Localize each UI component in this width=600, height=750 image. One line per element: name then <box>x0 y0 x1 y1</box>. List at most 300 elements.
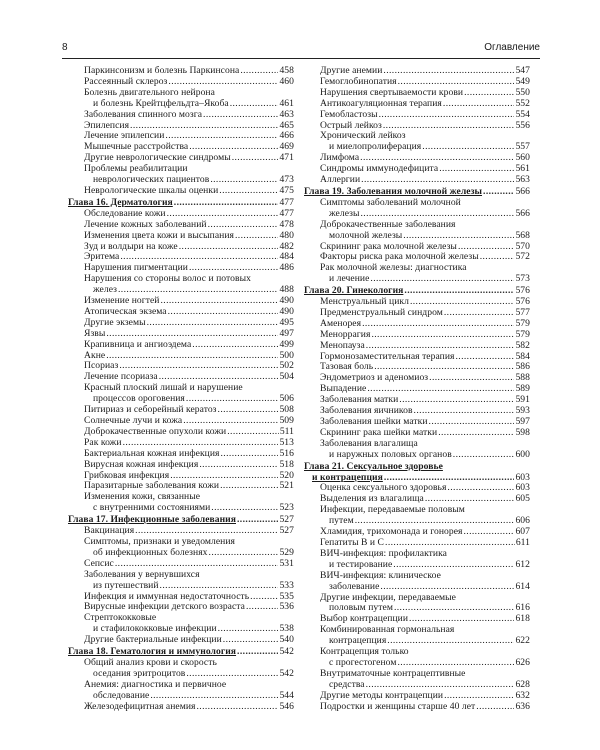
toc-entry-title-line: с внутренними состояниями <box>93 502 211 514</box>
toc-page-number: 560 <box>515 152 530 164</box>
toc-page-number: 495 <box>279 316 294 328</box>
toc-entry-title-line: молочной железы <box>329 229 403 241</box>
toc-page-number: 588 <box>515 372 530 384</box>
dot-leader <box>186 669 278 680</box>
toc-page-number: 573 <box>515 273 530 285</box>
toc-entry-title-line: Скрининг рака шейки матки <box>320 426 438 438</box>
dot-leader <box>371 330 514 341</box>
toc-entry-title-line: ВИЧ-инфекция: клиническое <box>320 570 441 581</box>
dot-leader <box>237 647 278 658</box>
toc-right-column <box>304 65 530 712</box>
dot-leader <box>409 614 514 625</box>
toc-entry <box>76 372 294 383</box>
toc-entry <box>76 186 294 197</box>
dot-leader <box>383 121 515 132</box>
toc-page-number: 504 <box>279 371 294 383</box>
toc-page-number: 576 <box>515 285 530 297</box>
toc-entry-title-line: Глава 20. Гинекология <box>304 285 404 297</box>
dot-leader <box>221 449 279 460</box>
dot-leader <box>246 602 279 613</box>
toc-entry-title-line: Глава 16. Дерматология <box>68 196 173 208</box>
toc-entry <box>312 131 530 153</box>
dot-leader <box>232 153 279 164</box>
toc-entry-title-line: Доброкачественные заболевания <box>320 219 456 230</box>
toc-page-number: 538 <box>279 623 294 635</box>
toc-page-number: 618 <box>515 613 530 625</box>
toc-page-number: 540 <box>279 634 294 646</box>
dot-leader <box>250 592 278 603</box>
dot-leader <box>444 308 515 319</box>
toc-entry <box>312 220 530 242</box>
toc-page-number: 542 <box>279 667 294 679</box>
toc-entry-title-line: железы <box>329 207 360 219</box>
toc-page-number: 570 <box>515 240 530 252</box>
toc-entry <box>76 110 294 121</box>
toc-entry-title-line: Выделения из влагалища <box>320 493 424 505</box>
toc-entry-title-line: Лечение кожных заболеваний <box>84 218 207 230</box>
toc-page-number: 499 <box>279 338 294 350</box>
toc-page-number: 542 <box>279 646 294 658</box>
toc-entry <box>312 428 530 439</box>
dot-leader <box>147 318 279 329</box>
toc-entry-title-line: Выбор контрацепции <box>320 613 409 625</box>
toc-page-number: 563 <box>515 174 530 186</box>
toc-entry-title-line: Заболевания матки <box>320 394 399 406</box>
toc-page-number: 591 <box>515 394 530 406</box>
toc-entry-title-line: Эндометриоз и аденомиоз <box>320 372 429 384</box>
toc-page-number: 486 <box>279 262 294 274</box>
toc-entry-title-line: Другие бактериальные инфекции <box>84 634 222 646</box>
toc-chapter-heading <box>68 197 294 209</box>
toc-page-number: 557 <box>515 141 530 153</box>
toc-entry-title-line: Заболевания влагалища <box>320 438 418 449</box>
toc-entry-title-line: Острый лейкоз <box>320 119 382 131</box>
dot-leader <box>476 702 514 713</box>
dot-leader <box>196 702 278 713</box>
toc-page-number: 549 <box>515 75 530 87</box>
dot-leader <box>444 691 514 702</box>
toc-entry-title-line: Заболевания спинного мозга <box>84 108 203 120</box>
toc-entry-title-line: Зуд и волдыри на коже <box>84 240 178 252</box>
toc-entry-title-line: Лечение псориаза <box>84 371 158 383</box>
dot-leader <box>455 352 514 363</box>
toc-entry-title-line: путем <box>329 515 354 527</box>
toc-entry-title-line: и стафилококковые инфекции <box>93 623 217 635</box>
toc-entry-title-line: Предменструальный синдром <box>320 306 443 318</box>
toc-entry-title-line: Глава 17. Инфекционные заболевания <box>68 514 236 526</box>
toc-page-number: 513 <box>279 436 294 448</box>
toc-entry-title-line: Скрининг рака молочной железы <box>320 240 457 252</box>
toc-entry-title-line: Вакцинация <box>84 525 135 537</box>
dot-leader <box>237 515 278 526</box>
toc-page-number: 607 <box>515 526 530 538</box>
toc-entry <box>76 231 294 242</box>
toc-entry <box>312 614 530 625</box>
toc-entry-title-line: Солнечные лучи и кожа <box>84 415 183 426</box>
dot-leader <box>115 559 279 570</box>
toc-entry-title-line: половым путем <box>329 602 393 614</box>
dot-leader <box>210 175 278 186</box>
toc-page-number: 586 <box>515 361 530 373</box>
toc-entry-title-line: Вирусные инфекции детского возраста <box>84 601 245 613</box>
dot-leader <box>218 405 279 416</box>
toc-entry-title-line: Болезнь двигательного нейрона <box>84 87 215 98</box>
dot-leader <box>199 460 278 471</box>
toc-entry-title-line: об инфекционных болезнях <box>93 546 208 558</box>
toc-page-number: 497 <box>279 327 294 339</box>
toc-entry <box>76 274 294 296</box>
toc-page-number: 603 <box>515 482 530 494</box>
toc-entry-title-line: обследование <box>93 689 150 701</box>
dot-leader <box>361 175 514 186</box>
toc-page-number: 516 <box>279 447 294 459</box>
dot-leader <box>438 428 514 439</box>
toc-page-number: 473 <box>279 174 294 186</box>
toc-page-number: 520 <box>279 469 294 481</box>
toc-entry-title-line: и болезнь Крейтцфельдта–Якоба <box>93 97 229 109</box>
toc-entry-title-line: Синдромы иммунодефицита <box>320 163 439 175</box>
toc-entry-title-line: Изменение ногтей <box>84 295 160 307</box>
toc-entry <box>312 110 530 121</box>
toc-entry-title-line: Факторы риска рака молочной железы <box>320 251 479 263</box>
dot-leader <box>179 242 279 253</box>
dot-leader <box>218 624 279 635</box>
toc-entry-title-line: и тестирование <box>329 558 393 570</box>
toc-entry-title-line: Хламидия, трихомонада и гонорея <box>320 526 463 538</box>
toc-entry <box>76 492 294 514</box>
toc-page-number: 598 <box>515 426 530 438</box>
dot-leader <box>219 186 278 197</box>
toc-entry <box>76 77 294 88</box>
toc-entry-title-line: Атопическая экзема <box>84 305 167 317</box>
toc-page-number: 600 <box>515 448 530 460</box>
toc-chapter-heading <box>68 646 294 658</box>
toc-entry-title-line: Железодефицитная анемия <box>84 700 196 712</box>
toc-page-number: 465 <box>279 119 294 131</box>
toc-page-number: 523 <box>279 502 294 514</box>
toc-entry-title-line: Паразитарные заболевания кожи <box>84 480 220 492</box>
toc-entry <box>76 635 294 646</box>
toc-page-number: 577 <box>515 306 530 318</box>
toc-entry-title-line: Гемоглобинопатия <box>320 75 397 87</box>
toc-entry-title-line: Гормонозаместительная терапия <box>320 350 455 362</box>
toc-page-number: 605 <box>515 493 530 505</box>
toc-page-number: 544 <box>279 689 294 701</box>
toc-page-number: 576 <box>515 296 530 308</box>
toc-page-number: 529 <box>279 546 294 558</box>
toc-entry <box>312 625 530 647</box>
toc-entry-title-line: Изменения кожи, связанные <box>84 492 201 503</box>
dot-leader <box>429 417 515 428</box>
toc-entry-title-line: Аменорея <box>320 317 362 329</box>
toc-entry <box>76 220 294 231</box>
dot-leader <box>159 372 279 383</box>
toc-entry-title-line: Красный плоский лишай и нарушение <box>84 383 243 394</box>
toc-page-number: 480 <box>279 229 294 241</box>
toc-entry-title-line: Тазовая боль <box>320 361 374 373</box>
toc-entry-title-line: Эритема <box>84 251 120 263</box>
toc-entry <box>76 537 294 559</box>
toc-entry-title-line: Анемия: диагностика и первичное <box>84 679 227 690</box>
dot-leader <box>425 494 515 505</box>
toc-entry-title-line: Стрептококковые <box>84 613 157 624</box>
toc-entry-title-line: Крапивница и ангиоэдема <box>84 338 192 350</box>
dot-leader <box>397 658 514 669</box>
toc-entry <box>312 494 530 505</box>
toc-entry-title-line: ВИЧ-инфекция: профилактика <box>320 548 447 559</box>
page-header <box>62 42 540 56</box>
toc-page-number: 533 <box>279 579 294 591</box>
dot-leader <box>360 209 514 220</box>
toc-page-number: 611 <box>515 536 530 548</box>
toc-entry <box>76 153 294 164</box>
toc-page-number: 593 <box>515 405 530 417</box>
toc-page-number: 614 <box>515 580 530 592</box>
dot-leader <box>464 88 514 99</box>
toc-entry-title-line: Симптомы заболеваний молочной <box>320 197 461 208</box>
toc-entry-title-line: и миелопролиферация <box>329 141 422 153</box>
toc-entry-title-line: Рак молочной железы: диагностика <box>320 263 467 274</box>
dot-leader <box>439 164 514 175</box>
toc-entry-title-line: Вирусная кожная инфекция <box>84 458 199 470</box>
toc-page-number: 484 <box>279 251 294 263</box>
toc-entry <box>76 263 294 274</box>
toc-entry-title-line: Другие экземы <box>84 316 146 328</box>
toc-entry-title-line: Аллергии <box>320 174 361 186</box>
dot-leader <box>211 503 278 514</box>
toc-entry-title-line: Глава 19. Заболевания молочной железы <box>304 185 483 197</box>
toc-entry-title-line: Контрацепция только <box>320 647 409 658</box>
toc-entry <box>312 263 530 285</box>
dot-leader <box>230 99 279 110</box>
dot-leader <box>362 319 514 330</box>
toc-page-number: 536 <box>279 601 294 613</box>
toc-entry-title-line: Гемобластозы <box>320 108 378 120</box>
toc-page-number: 490 <box>279 295 294 307</box>
toc-entry-title-line: Эпилепсия <box>84 119 130 131</box>
dot-leader <box>189 263 279 274</box>
toc-page-number: 469 <box>279 141 294 153</box>
toc-entry <box>312 571 530 593</box>
header-rule <box>62 58 540 59</box>
toc-page-number: 531 <box>279 557 294 569</box>
toc-page-number: 579 <box>515 328 530 340</box>
toc-page-number: 482 <box>279 240 294 252</box>
toc-entry-title-line: Другие анемии <box>320 65 383 76</box>
dot-leader <box>366 341 515 352</box>
toc-page-number: 509 <box>279 415 294 426</box>
dot-leader <box>168 77 278 88</box>
dot-leader <box>429 373 514 384</box>
toc-entry-title-line: Изменения цвета кожи и высыпания <box>84 229 234 241</box>
toc-page-number: 622 <box>515 635 530 647</box>
toc-entry-title-line: Выпадение <box>320 383 367 395</box>
toc-entry-title-line: Оценка сексуального здоровья <box>320 482 447 494</box>
toc-entry-title-line: Симптомы, признаки и уведомления <box>84 536 236 547</box>
toc-entry-title-line: средства <box>329 678 365 690</box>
dot-leader <box>483 187 514 198</box>
dot-leader <box>404 286 514 297</box>
toc-entry-title-line: Менструальный цикл <box>320 296 409 308</box>
toc-entry <box>312 99 530 110</box>
toc-entry-title-line: Хронический лейкоз <box>320 131 406 142</box>
toc-page-number: 597 <box>515 416 530 427</box>
toc-entry-title-line: и лечение <box>329 273 370 285</box>
toc-entry-title-line: и наружных половых органов <box>329 448 452 460</box>
toc-entry-title-line: Внутриматочные контрацептивные <box>320 668 466 679</box>
toc-entry-title-line: оседания эритроцитов <box>93 667 186 679</box>
toc-page-number: 606 <box>515 515 530 527</box>
toc-page-number: 518 <box>279 458 294 470</box>
toc-entry <box>312 538 530 549</box>
dot-leader <box>414 406 515 417</box>
dot-leader <box>208 220 279 231</box>
toc-page-number: 636 <box>515 700 530 712</box>
toc-entry-title-line: Грибковая инфекция <box>84 469 170 481</box>
toc-page-number: 584 <box>515 350 530 362</box>
toc-entry <box>76 318 294 329</box>
dot-leader <box>385 538 515 549</box>
dot-leader <box>223 635 279 646</box>
toc-entry-title-line: Нарушения свертываемости крови <box>320 86 464 98</box>
toc-page-number: 477 <box>279 207 294 219</box>
toc-entry-title-line: Антикоагуляционная терапия <box>320 97 442 109</box>
toc-page-number: 582 <box>515 339 530 351</box>
toc-entry <box>312 505 530 527</box>
toc-page-number: 477 <box>279 196 294 208</box>
toc-page-number: 471 <box>279 152 294 164</box>
toc-page-number: 546 <box>279 700 294 712</box>
dot-leader <box>168 307 279 318</box>
toc-entry-title-line: Псориаз <box>84 360 119 372</box>
toc-page-number: 458 <box>279 65 294 76</box>
toc-entry <box>312 647 530 669</box>
toc-entry-title-line: из путешествий <box>93 579 159 591</box>
page-number: 8 <box>62 42 68 53</box>
toc-entry <box>312 702 530 713</box>
toc-page-number: 535 <box>279 590 294 602</box>
toc-entry-title-line: Инфекция и иммунная недостаточность <box>84 590 250 602</box>
dot-leader <box>387 636 514 647</box>
dot-leader <box>403 231 514 242</box>
toc-page-number: 460 <box>279 75 294 87</box>
toc-chapter-heading <box>304 186 530 198</box>
toc-entry-title-line: Неврологические шкалы оценки <box>84 184 219 196</box>
toc-entry-title-line: неврологических пациентов <box>93 174 210 186</box>
dot-leader <box>235 231 278 242</box>
toc-page-number: 568 <box>515 229 530 241</box>
toc-page-number: 626 <box>515 656 530 668</box>
dot-leader <box>150 691 278 702</box>
toc-page-number: 466 <box>279 130 294 142</box>
toc-entry-title-line: Глава 21. Сексуальное здоровье <box>304 461 443 472</box>
toc-page-number: 554 <box>515 108 530 120</box>
toc-entry <box>312 549 530 571</box>
toc-entry <box>312 175 530 186</box>
toc-page-number: 508 <box>279 404 294 416</box>
toc-entry <box>76 570 294 592</box>
toc-entry-title-line: заболевание <box>329 580 380 592</box>
toc-entry <box>312 121 530 132</box>
dot-leader <box>480 252 515 263</box>
toc-page-number: 566 <box>515 207 530 219</box>
toc-page-number: 566 <box>515 185 530 197</box>
toc-entry <box>312 252 530 263</box>
toc-page-number: 527 <box>279 525 294 537</box>
toc-page-number: 572 <box>515 251 530 263</box>
toc-entry-title-line: Гепатиты В и С <box>320 536 385 548</box>
toc-entry-title-line: Язвы <box>84 327 106 339</box>
toc-entry <box>76 449 294 460</box>
toc-entry <box>76 559 294 570</box>
dot-leader <box>209 548 279 559</box>
toc-entry-title-line: Другие инфекции, передаваемые <box>320 592 456 603</box>
toc-entry-title-line: Общий анализ крови и скорость <box>84 657 217 668</box>
toc-entry-title-line: Заболевания яичников <box>320 405 413 417</box>
toc-entry-title-line: Заболевания у вернувшихся <box>84 569 200 580</box>
toc-entry-title-line: Бактериальная кожная инфекция <box>84 447 220 459</box>
toc-entry-title-line: Проблемы реабилитации <box>84 164 188 175</box>
dot-leader <box>447 483 514 494</box>
toc-page-number: 547 <box>515 65 530 76</box>
toc-entry <box>312 439 530 461</box>
toc-page-number: 552 <box>515 97 530 109</box>
toc-entry-title-line: Подростки и женщины старше 40 лет <box>320 700 476 712</box>
toc-entry <box>76 481 294 492</box>
toc-entry-title-line: Нарушения пигментации <box>84 262 188 274</box>
toc-entry-title-line: Менопауза <box>320 339 365 351</box>
dot-leader <box>160 296 278 307</box>
toc-entry <box>76 602 294 613</box>
toc-entry-title-line: Доброкачественные опухоли кожи <box>84 425 227 437</box>
toc-page-number: 488 <box>279 284 294 296</box>
toc-entry <box>312 341 530 352</box>
toc-page-number: 561 <box>515 163 530 175</box>
toc-page-number: 628 <box>515 678 530 690</box>
toc-page-number: 490 <box>279 305 294 317</box>
dot-leader <box>380 582 514 593</box>
toc-page-number: 511 <box>279 425 294 437</box>
toc-entry-title-line: Инфекции, передаваемые половым <box>320 505 465 516</box>
toc-page-number: 527 <box>279 514 294 526</box>
toc-entry-title-line: Мышечные расстройства <box>84 141 189 153</box>
dot-leader <box>174 198 279 209</box>
toc-entry-title-line: Другие методы контрацепции <box>320 689 444 701</box>
toc-entry <box>76 680 294 702</box>
toc-entry-title-line: Рассеянный склероз <box>84 75 168 87</box>
toc-entry <box>76 164 294 186</box>
toc-page-number: 506 <box>279 393 294 405</box>
toc-entry-title-line: Лимфома <box>320 152 360 164</box>
toc-entry <box>312 198 530 220</box>
toc-page-number: 478 <box>279 218 294 230</box>
toc-entry-title-line: Питириаз и себорейный кератоз <box>84 404 217 416</box>
toc-page-number: 475 <box>279 184 294 196</box>
toc-entry-title-line: Нарушения со стороны волос и потовых <box>84 274 251 285</box>
dot-leader <box>422 142 514 153</box>
toc-entry-title-line: Лечение эпилепсии <box>84 130 165 142</box>
toc-entry <box>76 383 294 405</box>
running-title: Оглавление <box>484 42 540 53</box>
toc-page-number: 616 <box>515 602 530 614</box>
dot-leader <box>399 395 514 406</box>
toc-page-number: 550 <box>515 86 530 98</box>
toc-page-number: 463 <box>279 108 294 120</box>
toc-entry <box>76 658 294 680</box>
dot-leader <box>463 527 514 538</box>
toc-left-column <box>68 65 294 712</box>
dot-leader <box>393 560 514 571</box>
